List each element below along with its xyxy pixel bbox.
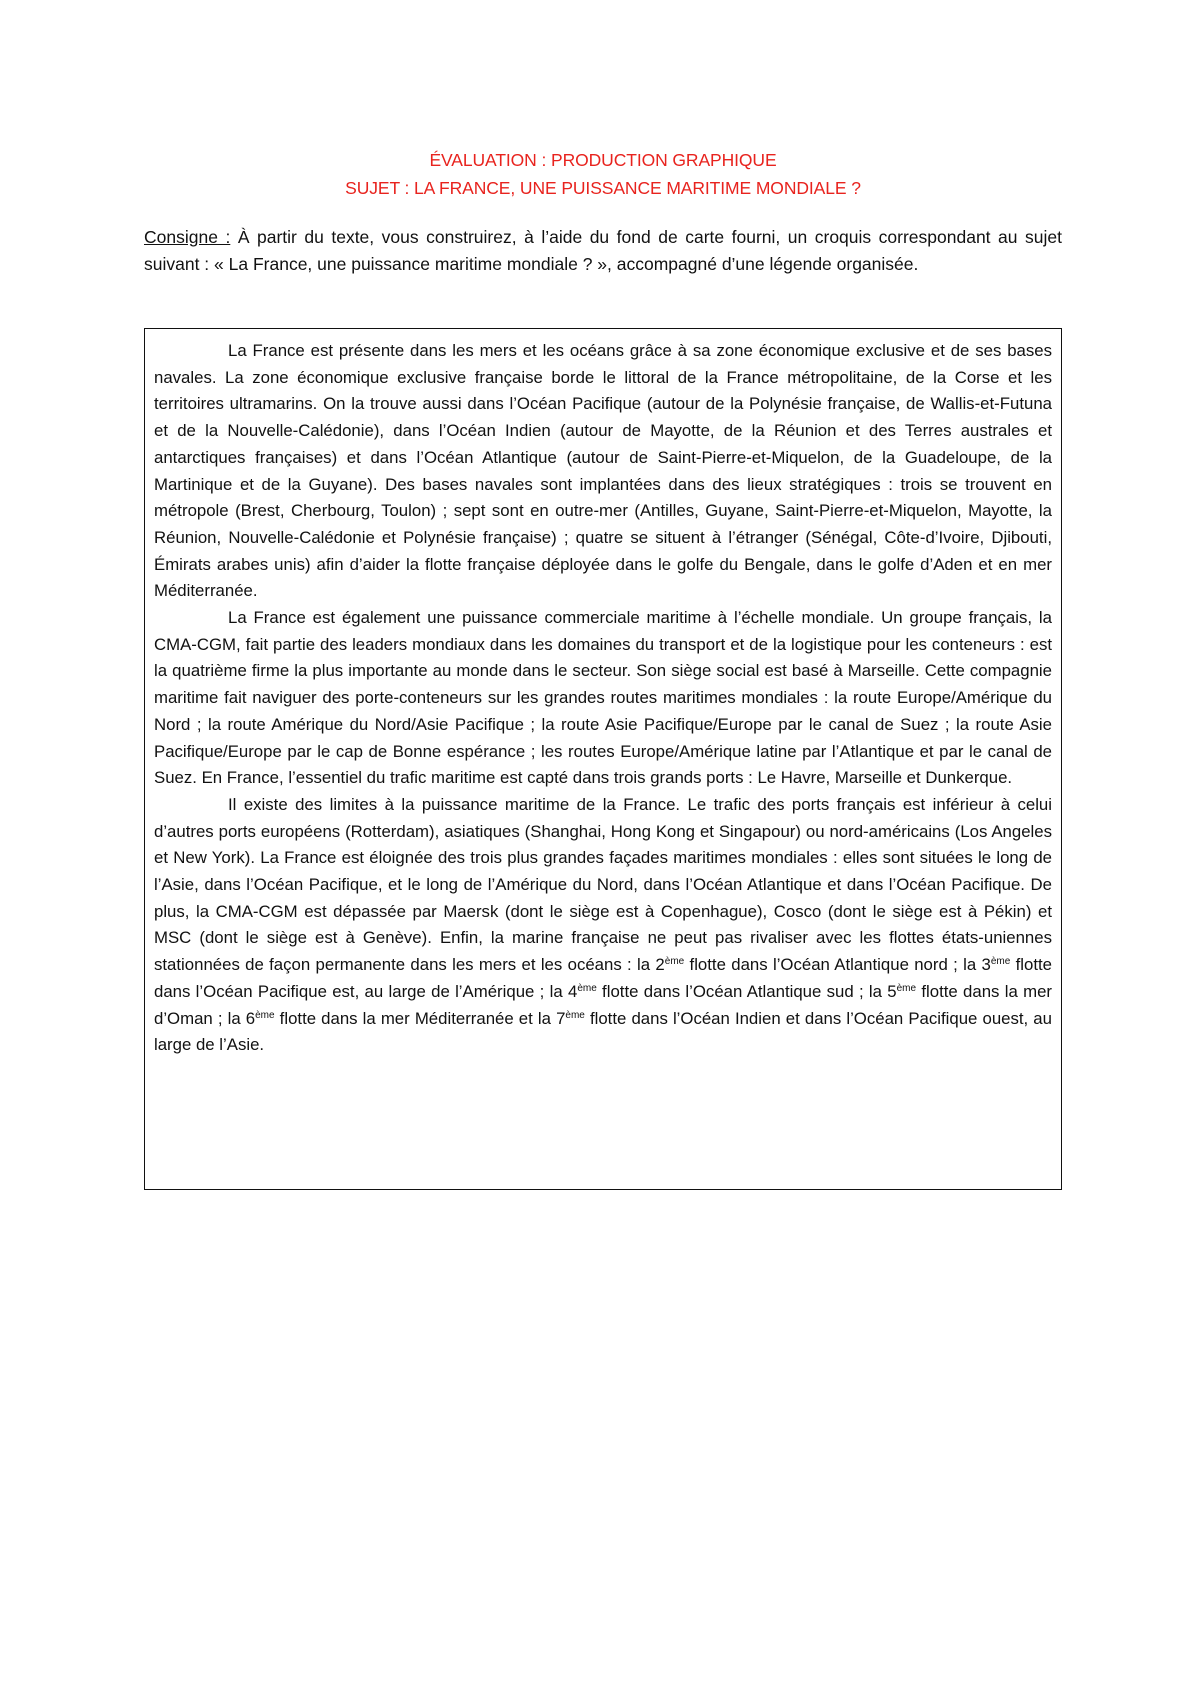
- ordinal-superscript: ème: [255, 1009, 275, 1021]
- instructions: [144, 224, 1062, 278]
- ordinal-superscript: ème: [664, 956, 685, 968]
- text-segment: flotte dans l’Océan Atlantique nord ; la 3: [684, 955, 991, 975]
- title-line-subject: SUJET : LA FRANCE, UNE PUISSANCE MARITIME MONDIALE ?: [345, 178, 861, 198]
- instructions-label: Consigne :: [144, 227, 231, 247]
- text-paragraph-limits: [154, 792, 1052, 1059]
- text-segment: Il existe des limites à la puissance maritime de la France. Le trafic des ports français est inférieur à celui d’autres ports européens (Rotterdam), asiatiques (Shanghai, Hong Kong et Singapour) ou nord-américains (Los Angeles et New York). La France est éloignée des trois plus grandes façades maritimes mondiales : elles sont situées le long de l’Asie, dans l’Océan Pacifique, et le long de l’Amérique du Nord, dans l’Océan Atlantique et dans l’Océan Pacifique. De plus, la CMA-CGM est dépassée par Maersk (dont le siège est à Copenhague), Cosco (dont le siège est à Pékin) et MSC (dont le siège est à Genève). Enfin, la marine française ne peut pas rivaliser avec les flottes états-uniennes stationnées de façon permanente dans les mers et les océans : la 2: [154, 794, 1052, 975]
- ordinal-superscript: ème: [565, 1009, 585, 1021]
- title-line-evaluation: ÉVALUATION : PRODUCTION GRAPHIQUE: [429, 150, 777, 170]
- text-segment: flotte dans l’Océan Atlantique sud ; la 5: [596, 981, 897, 1001]
- ordinal-superscript: ème: [577, 982, 597, 994]
- instructions-text: À partir du texte, vous construirez, à l’aide du fond de carte fourni, un croquis correspondant au sujet suivant : « La France, une puissance maritime mondiale ? », accompagné d’une légende organisée.: [144, 227, 1062, 274]
- ordinal-superscript: ème: [896, 982, 917, 994]
- ordinal-superscript: ème: [990, 956, 1011, 968]
- text-paragraph-commerce: La France est également une puissance commerciale maritime à l’échelle mondiale. Un groupe français, la CMA-CGM, fait partie des leaders mondiaux dans les domaines du transport et de la logistique pour les conteneurs : est la quatrième firme la plus importante au monde dans le secteur. Son siège social est basé à Marseille. Cette compagnie maritime fait naviguer des porte-conteneurs sur les grandes routes maritimes mondiales : la route Europe/Amérique du Nord ; la route Amérique du Nord/Asie Pacifique ; la route Asie Pacifique/Europe par le canal de Suez ; la route Asie Pacifique/Europe par le cap de Bonne espérance ; les routes Europe/Amérique latine par l’Atlantique et par le canal de Suez. En France, l’essentiel du trafic maritime est capté dans trois grands ports : Le Havre, Marseille et Dunkerque.: [154, 608, 1052, 788]
- text-segment: flotte dans la mer Méditerranée et la 7: [274, 1008, 566, 1028]
- text-segment: flotte dans la mer d’Oman ; la 6: [154, 981, 1052, 1028]
- document-title: [144, 146, 1062, 202]
- text-segment: flotte dans l’Océan Pacifique est, au large de l’Amérique ; la 4: [154, 955, 1053, 1001]
- text-segment: flotte dans l’Océan Indien et dans l’Océan Pacifique ouest, au large de l’Asie.: [154, 1008, 1052, 1055]
- source-text-box: [144, 328, 1062, 1190]
- text-paragraph-presence: La France est présente dans les mers et les océans grâce à sa zone économique exclusive et de ses bases navales. La zone économique exclusive française borde le littoral de la France métropolitaine, de la Corse et les territoires ultramarins. On la trouve aussi dans l’Océan Pacifique (autour de la Polynésie française, de Wallis-et-Futuna et de la Nouvelle-Calédonie), dans l’Océan Indien (autour de Mayotte, de la Réunion et des Terres australes et antarctiques françaises) et dans l’Océan Atlantique (autour de Saint-Pierre-et-Miquelon, de la Guadeloupe, de la Martinique et de la Guyane). Des bases navales sont implantées dans des lieux stratégiques : trois se trouvent en métropole (Brest, Cherbourg, Toulon) ; sept sont en outre-mer (Antilles, Guyane, Saint-Pierre-et-Miquelon, Mayotte, la Réunion, Nouvelle-Calédonie et Polynésie française) ; quatre se situent à l’étranger (Sénégal, Côte-d’Ivoire, Djibouti, Émirats arabes unis) afin d’aider la flotte française déployée dans le golfe du Bengale, dans le golfe d’Aden et en mer Méditerranée.: [154, 341, 1052, 601]
